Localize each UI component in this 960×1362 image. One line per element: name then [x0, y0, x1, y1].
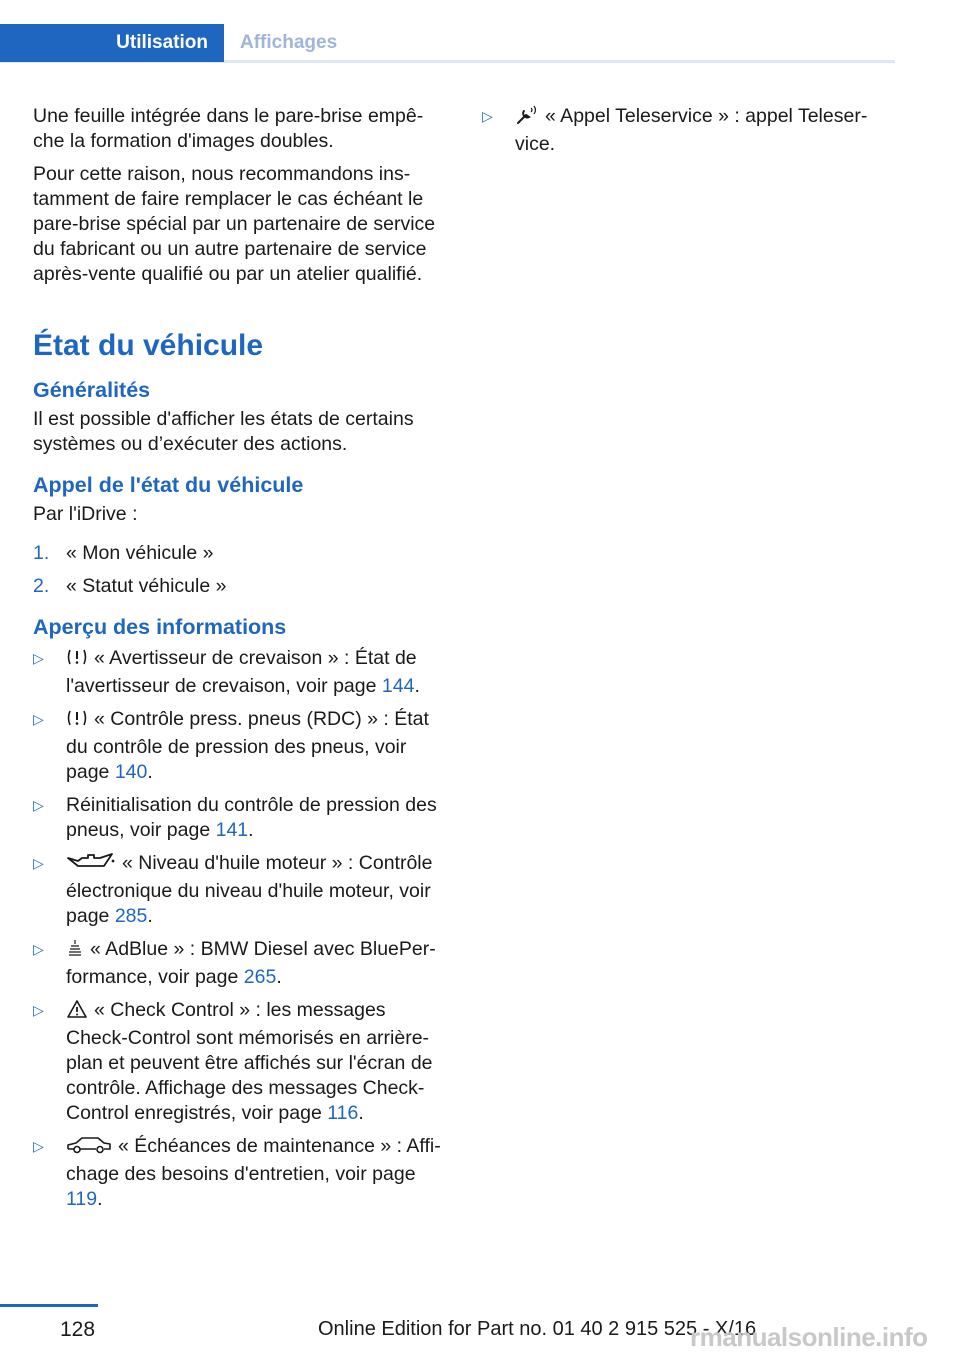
item-text: « Niveau d'huile moteur » : Contrôle électronique du niveau d'huile moteur, voir page — [66, 852, 433, 927]
page-link[interactable]: 141 — [215, 819, 249, 841]
oil-can-icon — [66, 852, 116, 879]
left-column — [33, 104, 449, 1220]
overview-heading: Aperçu des informations — [33, 615, 287, 639]
item-end: . — [147, 905, 153, 927]
warning-triangle-icon — [66, 999, 88, 1026]
edition-text: Online Edition for Part no. 01 40 2 915 525 - X/16 — [318, 1318, 757, 1340]
page-number: 128 — [60, 1318, 96, 1341]
list-item — [33, 646, 449, 699]
call-heading: Appel de l'état du véhicule — [33, 473, 304, 497]
page-link[interactable]: 116 — [327, 1102, 359, 1124]
tire-pressure-warning-icon — [66, 647, 88, 674]
wrench-teleservice-icon — [515, 105, 539, 132]
item-end: . — [358, 1102, 364, 1124]
page-link[interactable]: 285 — [114, 905, 148, 927]
item-text: « Avertisseur de crevaison » : État de l'avertisseur de crevaison, voir page — [66, 647, 417, 697]
watermark: rmanualsonline.info — [690, 1322, 928, 1352]
bullet-triangle-icon: ▷ — [33, 1138, 44, 1154]
section-title: État du véhicule — [33, 329, 264, 362]
intro-paragraph-1: Une feuille intégrée dans le pare-brise empê-che la formation d'images doubles. — [33, 105, 424, 152]
bullet-triangle-icon: ▷ — [33, 855, 44, 871]
item-end: . — [276, 966, 282, 988]
item-end: . — [248, 819, 254, 841]
page-link[interactable]: 119 — [66, 1188, 98, 1210]
general-text: Il est possible d'afficher les états de certains systèmes ou d’exécuter des actions. — [33, 408, 414, 455]
list-item — [33, 998, 449, 1126]
bullet-triangle-icon: ▷ — [33, 650, 44, 666]
tab-utilisation[interactable]: Utilisation — [0, 24, 224, 62]
item-text: « Appel Teleservice » : appel Teleser-vice. — [515, 105, 868, 155]
item-end: . — [147, 761, 153, 783]
bullet-triangle-icon: ▷ — [33, 797, 44, 813]
step-text: « Statut véhicule » — [66, 575, 227, 597]
tab-affichages[interactable]: Affichages — [240, 32, 338, 53]
item-text: « Échéances de maintenance » : Affi-chage des besoins d'entretien, voir page — [66, 1135, 441, 1185]
step-item — [33, 574, 449, 599]
step-number: 1. — [33, 542, 50, 564]
step-text: « Mon véhicule » — [66, 542, 214, 564]
steps-list — [33, 541, 449, 599]
list-item — [33, 851, 449, 929]
bullet-triangle-icon: ▷ — [33, 941, 44, 957]
item-end: . — [414, 675, 420, 697]
page-link[interactable]: 144 — [381, 675, 415, 697]
overview-list — [33, 646, 449, 1212]
list-item — [33, 793, 449, 843]
item-text: « Contrôle press. pneus (RDC) » : État du contrôle de pression des pneus, voir page — [66, 708, 429, 783]
call-intro: Par l'iDrive : — [33, 503, 138, 525]
right-column — [482, 104, 892, 165]
right-list — [482, 104, 892, 157]
item-end: . — [97, 1188, 103, 1210]
page-header — [0, 24, 895, 62]
adblue-icon — [66, 938, 84, 965]
list-item — [482, 104, 892, 157]
list-item — [33, 707, 449, 785]
tire-pressure-warning-icon — [66, 708, 88, 735]
footer-rule — [0, 1304, 98, 1307]
step-item — [33, 541, 449, 566]
list-item — [33, 937, 449, 990]
bullet-triangle-icon: ▷ — [33, 711, 44, 727]
item-text: « Check Control » : les messages Check-Control sont mémorisés en arrière-plan et peuvent être affichés sur l'écran de contrôle. Affichage des messages Check-Control enregistrés, voir page — [66, 999, 433, 1124]
general-heading: Généralités — [33, 378, 151, 402]
page-link[interactable]: 265 — [243, 966, 277, 988]
list-item — [33, 1134, 449, 1212]
step-number: 2. — [33, 575, 50, 597]
car-service-icon — [66, 1135, 112, 1162]
item-text: Réinitialisation du contrôle de pression des pneus, voir page — [66, 794, 437, 841]
page-link[interactable]: 140 — [114, 761, 148, 783]
bullet-triangle-icon: ▷ — [482, 108, 493, 124]
bullet-triangle-icon: ▷ — [33, 1002, 44, 1018]
intro-paragraph-2: Pour cette raison, nous recommandons ins-tamment de faire remplacer le cas échéant le pare-brise spécial par un partenaire de service du fabricant ou un autre partenaire de service après-vente qualifié ou par un atelier qualifié. — [33, 163, 436, 285]
item-text: « AdBlue » : BMW Diesel avec BluePer-formance, voir page — [66, 938, 436, 988]
